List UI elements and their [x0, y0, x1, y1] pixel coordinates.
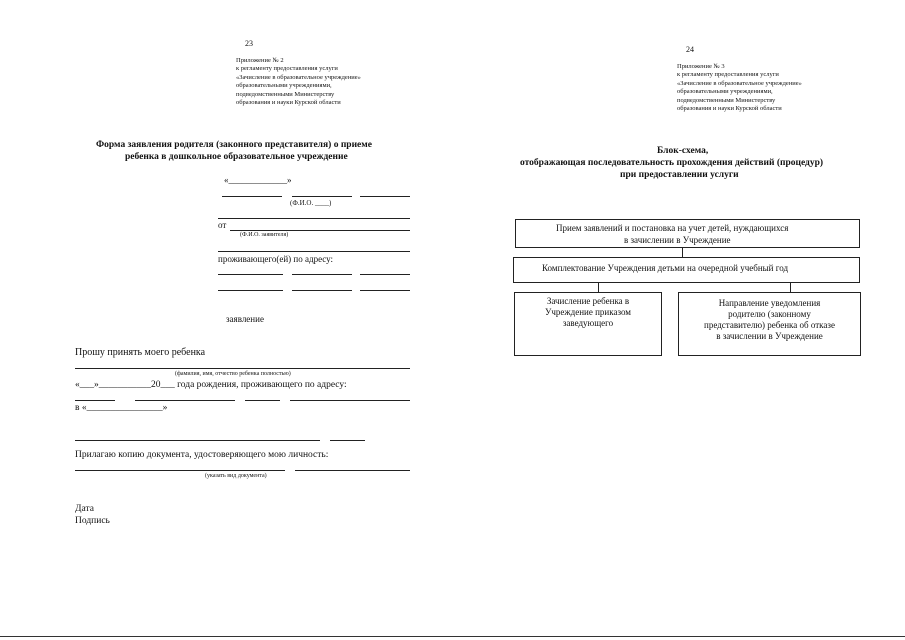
flow-box-text: представителю) ребенка об отказе — [704, 320, 835, 330]
flow-box-enrollment — [514, 292, 662, 356]
flow-connector — [682, 247, 683, 257]
appendix-right — [677, 63, 802, 113]
flow-box-text: Зачисление ребенка в — [546, 296, 630, 306]
flow-box-intake — [515, 219, 860, 248]
recipient-quote: «_____________» — [224, 175, 292, 185]
flow-connector — [790, 282, 791, 292]
doc-hint: (указать вид документа) — [205, 473, 267, 479]
flow-box-text: Комплектование Учреждения детьми на очередной учебный год — [542, 263, 789, 273]
flow-box-text: Учреждение приказом — [545, 307, 631, 317]
flow-box-refusal — [678, 292, 861, 356]
appendix-line: Приложение № 3 — [677, 63, 725, 70]
page-bottom-rule — [0, 636, 905, 637]
page-number-left: 23 — [245, 39, 253, 48]
flow-box-staffing — [513, 257, 860, 283]
flow-box-text: в зачислении в Учреждение — [716, 331, 823, 341]
flowchart-title-line2: отображающая последовательность прохождения действий (процедур) — [520, 158, 824, 168]
flow-connector — [598, 282, 599, 292]
request-text: Прошу принять моего ребенка — [75, 347, 206, 358]
page-number-right: 24 — [686, 45, 694, 54]
signature-label: Подпись — [75, 516, 110, 526]
fio-label: (Ф.И.О. ____) — [290, 199, 332, 207]
appendix-line: образования и науки Курской области — [236, 99, 341, 107]
flow-box-text: заведующего — [562, 318, 614, 328]
from-label: от — [218, 220, 227, 230]
fio-applicant-label: (Ф.И.О. заявителя) — [240, 232, 289, 238]
appendix-line: образования и науки Курской области — [677, 105, 782, 113]
appendix-line: «Зачисление в образовательное учреждение» — [677, 79, 802, 87]
residing-label: проживающего(ей) по адресу: — [218, 254, 334, 264]
flow-box-text: Прием заявлений и постановка на учет детей, нуждающихся — [556, 223, 789, 233]
appendix-line: образовательными учреждениями, — [236, 82, 332, 90]
appendix-line: «Зачисление в образовательное учреждение» — [236, 73, 361, 81]
form-title-line2: ребенка в дошкольное образовательное учреждение — [125, 152, 348, 162]
appendix-line: подведомственными Министерству — [236, 90, 335, 98]
appendix-line: Приложение № 2 — [236, 57, 284, 64]
flow-box-text: Направление уведомления — [718, 298, 821, 308]
date-label: Дата — [75, 504, 94, 514]
child-name-hint: (фамилия, имя, отчество ребенка полностью) — [175, 371, 291, 377]
appendix-line: к регламенту предоставления услуги — [236, 65, 338, 73]
appendix-line: к регламенту предоставления услуги — [677, 71, 779, 79]
attach-text: Прилагаю копию документа, удостоверяющего мою личность: — [75, 450, 329, 460]
form-title-line1: Форма заявления родителя (законного представителя) о приеме — [96, 140, 372, 150]
appendix-line: образовательными учреждениями, — [677, 88, 773, 96]
statement-label: заявление — [226, 314, 264, 324]
flowchart-title-line3: при предоставлении услуги — [620, 170, 739, 180]
appendix-left — [236, 57, 361, 107]
birth-line: «___»___________20___ года рождения, проживающего по адресу: — [75, 380, 347, 390]
into-line: в «________________» — [75, 403, 168, 413]
appendix-line: подведомственными Министерству — [677, 96, 776, 104]
flow-box-text: родителю (законному — [728, 309, 811, 319]
flow-box-text: в зачислении в Учреждение — [624, 235, 731, 245]
flowchart-title-line1: Блок-схема, — [657, 146, 709, 156]
